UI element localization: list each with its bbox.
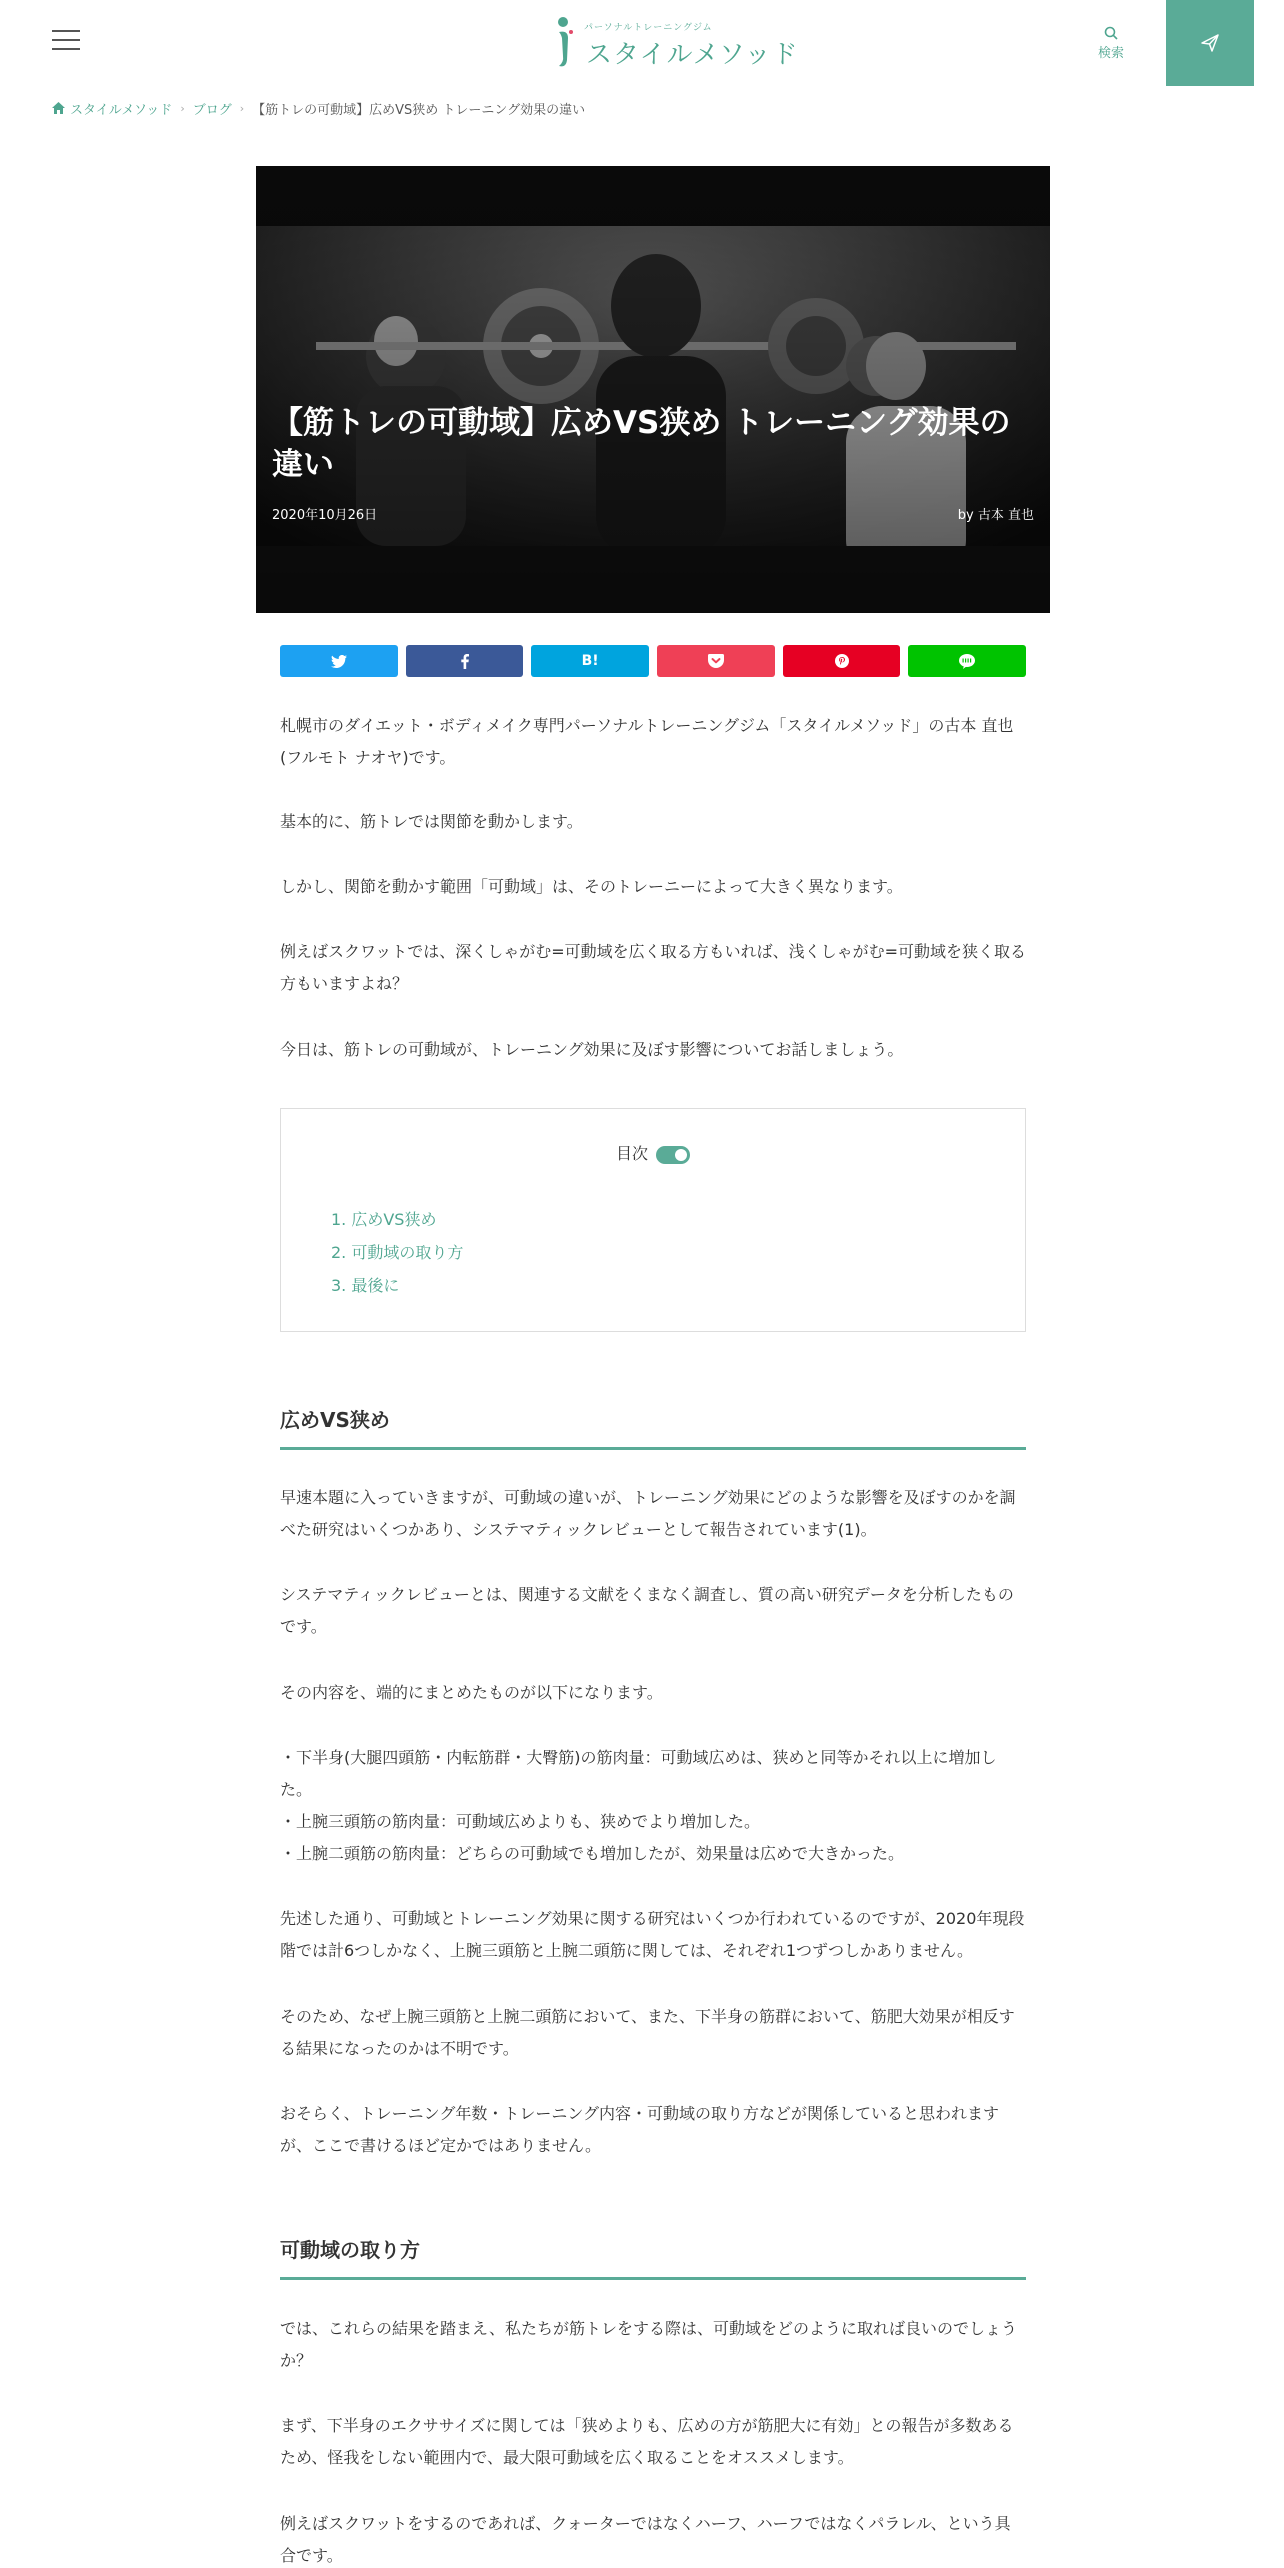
section-heading: 可動域の取り方 bbox=[280, 2234, 1026, 2280]
share-pocket-button[interactable] bbox=[657, 645, 775, 677]
breadcrumb-home-link[interactable]: スタイルメソッド bbox=[70, 102, 173, 118]
body-paragraph: そのため、なぜ上腕三頭筋と上腕二頭筋において、また、下半身の筋群において、筋肥大効果が相反する結果になったのかは不明です。 bbox=[280, 2007, 1015, 2058]
search-button[interactable] bbox=[1090, 22, 1132, 70]
intro-paragraph: しかし、関節を動かす範囲「可動域」は、そのトレーニーによって大きく異なります。 bbox=[280, 877, 903, 896]
toc-item[interactable]: 3. 最後に bbox=[331, 1276, 400, 1295]
toc-header bbox=[281, 1141, 1025, 1164]
home-icon bbox=[52, 102, 65, 114]
article-title: 【筋トレの可動域】広めVS狭め トレーニング効果の違い bbox=[272, 405, 1011, 483]
facebook-icon bbox=[461, 654, 469, 669]
site-header bbox=[0, 0, 1284, 86]
article-author: by 古本 直也 bbox=[957, 508, 1034, 523]
section-heading: 広めVS狭め bbox=[280, 1404, 1026, 1450]
share-line-button[interactable] bbox=[908, 645, 1026, 677]
toc-item[interactable]: 2. 可動域の取り方 bbox=[331, 1243, 464, 1262]
chevron-right-icon: › bbox=[180, 101, 185, 115]
share-pinterest-button[interactable] bbox=[783, 645, 901, 677]
toc-item[interactable]: 1. 広めVS狭め bbox=[331, 1210, 437, 1229]
body-paragraph: その内容を、端的にまとめたものが以下になります。 bbox=[280, 1683, 663, 1702]
twitter-icon bbox=[331, 655, 347, 668]
search-label: 検索 bbox=[1097, 46, 1124, 61]
chevron-right-icon: › bbox=[239, 101, 245, 115]
search-icon bbox=[1104, 26, 1118, 40]
share-twitter-button[interactable] bbox=[280, 645, 398, 677]
menu-icon[interactable] bbox=[52, 28, 80, 52]
intro-paragraph: 基本的に、筋トレでは関節を動かします。 bbox=[280, 812, 583, 831]
pinterest-icon bbox=[835, 654, 849, 668]
intro-paragraph: 札幌市のダイエット・ボディメイク専門パーソナルトレーニングジム「スタイルメソッド」の古本 直也(フルモト ナオヤ)です。 bbox=[280, 716, 1014, 767]
bullet-item: ・下半身(大腿四頭筋・内転筋群・大臀筋)の筋肉量：可動域広めは、狭めと同等かそれ以上に増加した。 bbox=[280, 1748, 997, 1799]
hero-image bbox=[256, 166, 1050, 613]
article-date: 2020年10月26日 bbox=[272, 508, 378, 523]
line-icon bbox=[959, 654, 975, 669]
body-paragraph: システマティックレビューとは、関連する文献をくまなく調査し、質の高い研究データを分析したものです。 bbox=[280, 1585, 1014, 1636]
logo-mark-icon bbox=[556, 16, 574, 70]
pocket-icon bbox=[708, 654, 724, 668]
share-hatena-button[interactable]: B! bbox=[531, 645, 649, 677]
paper-plane-icon bbox=[1200, 33, 1220, 53]
table-of-contents bbox=[280, 1108, 1026, 1332]
body-paragraph: では、これらの結果を踏まえ、私たちが筋トレをする際は、可動域をどのように取れば良いのでしょうか？ bbox=[280, 2319, 1017, 2370]
breadcrumb bbox=[52, 98, 585, 118]
body-paragraph: 先述した通り、可動域とトレーニング効果に関する研究はいくつか行われているのですが、2020年現段階では計6つしかなく、上腕三頭筋と上腕二頭筋に関しては、それぞれ1つずつしかありません。 bbox=[280, 1909, 1025, 1960]
share-buttons bbox=[280, 645, 1026, 677]
breadcrumb-current: 【筋トレの可動域】広めVS狭め トレーニング効果の違い bbox=[252, 102, 586, 118]
bullet-item: ・上腕三頭筋の筋肉量：可動域広めよりも、狭めでより増加した。 bbox=[280, 1812, 761, 1831]
toc-list bbox=[331, 1203, 463, 1302]
body-paragraph: おそらく、トレーニング年数・トレーニング内容・可動域の取り方などが関係していると思われますが、ここで書けるほど定かではありません。 bbox=[280, 2104, 1000, 2155]
site-logo[interactable] bbox=[556, 14, 799, 72]
body-paragraph: まず、下半身のエクササイズに関しては「狭めよりも、広めの方が筋肥大に有効」との報告が多数あるため、怪我をしない範囲内で、最大限可動域を広く取ることをオススメします。 bbox=[280, 2416, 1014, 2467]
gym-photo bbox=[256, 166, 1050, 613]
share-facebook-button[interactable] bbox=[406, 645, 524, 677]
intro-paragraph: 今日は、筋トレの可動域が、トレーニング効果に及ぼす影響についてお話しましょう。 bbox=[280, 1040, 904, 1059]
toc-toggle[interactable] bbox=[656, 1146, 690, 1164]
contact-button[interactable] bbox=[1166, 0, 1254, 86]
logo-tagline: パーソナルトレーニングジム bbox=[584, 23, 713, 33]
bullet-item: ・上腕二頭筋の筋肉量：どちらの可動域でも増加したが、効果量は広めで大きかった。 bbox=[280, 1844, 905, 1863]
intro-paragraph: 例えばスクワットでは、深くしゃがむ=可動域を広く取る方もいれば、浅くしゃがむ=可動域を狭く取る方もいますよね？ bbox=[280, 942, 1027, 993]
body-paragraph: 例えばスクワットをするのであれば、クォーターではなくハーフ、ハーフではなくパラレル、という具合です。 bbox=[280, 2514, 1011, 2565]
body-paragraph: 早速本題に入っていきますが、可動域の違いが、トレーニング効果にどのような影響を及ぼすのかを調べた研究はいくつかあり、システマティックレビューとして報告されています(1)。 bbox=[280, 1488, 1016, 1539]
logo-name: スタイルメソッド bbox=[586, 40, 799, 70]
toc-title: 目次 bbox=[615, 1144, 648, 1163]
breadcrumb-blog-link[interactable]: ブログ bbox=[192, 102, 232, 118]
